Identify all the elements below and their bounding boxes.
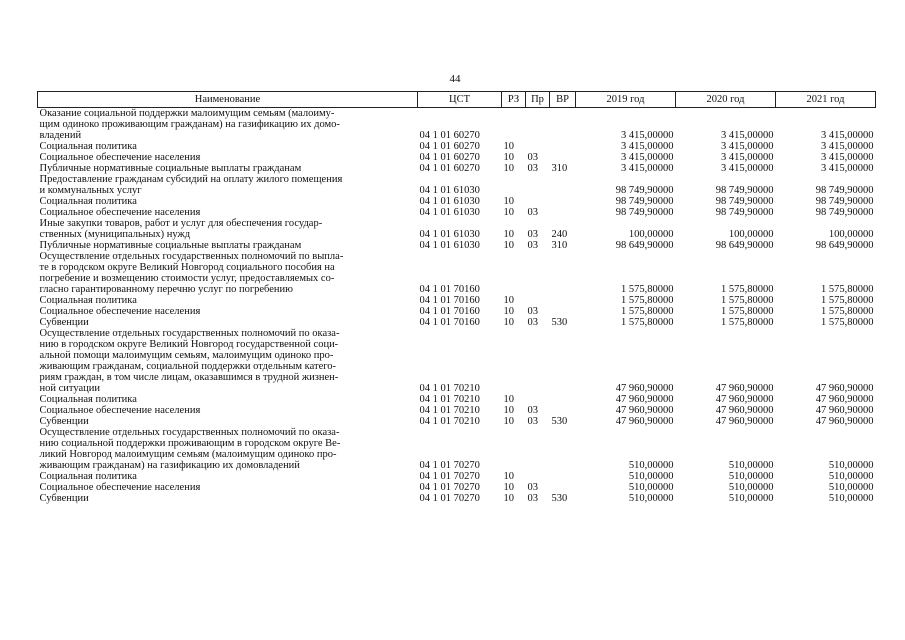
- row-name-line: альной помощи малоимущим семьям, малоимущим одиноко про-: [39, 350, 334, 361]
- table-row: [38, 163, 876, 174]
- row-rz: 10: [503, 207, 514, 218]
- table-row: [38, 405, 876, 416]
- row-pr: 03: [527, 416, 538, 427]
- row-cst: 04 1 01 61030: [419, 240, 480, 251]
- row-name: [38, 328, 418, 394]
- row-pr: [526, 394, 550, 405]
- table-row: [38, 108, 876, 142]
- row-pr: [526, 427, 550, 471]
- row-name-line: Осуществление отдельных государственных полномочий по оказа-: [39, 328, 340, 339]
- table-row: [38, 482, 876, 493]
- row-name: [38, 251, 418, 295]
- row-cst: 04 1 01 70160: [419, 295, 480, 306]
- row-vr: [550, 328, 576, 394]
- row-pr: [526, 295, 550, 306]
- row-name: [38, 218, 418, 240]
- row-name: [38, 405, 418, 416]
- row-cst: 04 1 01 70270: [419, 471, 480, 482]
- row-2021: 3 415,00000: [821, 141, 874, 152]
- row-rz: [502, 427, 526, 471]
- row-name-line: ственных (муниципальных) нужд: [39, 229, 191, 240]
- row-pr: 03: [527, 482, 538, 493]
- table-row: [38, 471, 876, 482]
- row-2019: 47 960,90000: [615, 416, 674, 427]
- row-vr: [550, 152, 576, 163]
- row-2020: 3 415,00000: [721, 130, 774, 141]
- row-pr: 03: [527, 405, 538, 416]
- row-vr: 530: [551, 317, 568, 328]
- col-header-2019: 2019 год: [576, 92, 676, 108]
- row-2020: 1 575,80000: [721, 284, 774, 295]
- row-rz: 10: [503, 295, 514, 306]
- row-name: [38, 174, 418, 196]
- col-header-rz: РЗ: [502, 92, 526, 108]
- row-cst: 04 1 01 61030: [419, 185, 480, 196]
- row-2021: 47 960,90000: [815, 394, 874, 405]
- table-header: [38, 92, 876, 108]
- row-name: [38, 152, 418, 163]
- row-name: [38, 493, 418, 504]
- row-2019: 510,00000: [628, 493, 674, 504]
- row-vr: [550, 427, 576, 471]
- row-2020: 98 749,90000: [715, 207, 774, 218]
- row-name: [38, 295, 418, 306]
- row-2021: 98 749,90000: [815, 196, 874, 207]
- row-2020: 98 749,90000: [715, 185, 774, 196]
- row-cst: 04 1 01 70270: [419, 460, 480, 471]
- row-name: [38, 108, 418, 142]
- row-name: [38, 482, 418, 493]
- row-2021: 100,00000: [828, 229, 874, 240]
- col-header-2021: 2021 год: [776, 92, 876, 108]
- row-cst: 04 1 01 70160: [419, 306, 480, 317]
- row-name-line: Социальная политика: [39, 141, 137, 152]
- table-row: [38, 251, 876, 295]
- row-cst: 04 1 01 70160: [419, 284, 480, 295]
- row-cst: 04 1 01 60270: [419, 163, 480, 174]
- row-name-line: те в городском округе Великий Новгород социального пособия на: [39, 262, 335, 273]
- row-2021: 98 649,90000: [815, 240, 874, 251]
- row-2021: 3 415,00000: [821, 130, 874, 141]
- row-2021: 1 575,80000: [821, 317, 874, 328]
- row-rz: 10: [503, 229, 514, 240]
- row-2019: 1 575,80000: [621, 284, 674, 295]
- row-pr: [526, 328, 550, 394]
- row-2019: 3 415,00000: [621, 152, 674, 163]
- row-name: [38, 416, 418, 427]
- table-row: [38, 306, 876, 317]
- row-rz: 10: [503, 416, 514, 427]
- row-name-line: гласно гарантированному перечню услуг по погребению: [39, 284, 293, 295]
- row-2019: 100,00000: [628, 229, 674, 240]
- row-vr: [550, 196, 576, 207]
- row-name-line: ликий Новгород малоимущим семьям (малоимущим одиноко про-: [39, 449, 337, 460]
- table-row: [38, 207, 876, 218]
- row-rz: 10: [503, 240, 514, 251]
- row-2021: 98 749,90000: [815, 207, 874, 218]
- table-row: [38, 427, 876, 471]
- row-name-line: Иные закупки товаров, работ и услуг для обеспечения государ-: [39, 218, 323, 229]
- row-2019: 1 575,80000: [621, 295, 674, 306]
- row-2019: 1 575,80000: [621, 306, 674, 317]
- budget-table: [37, 91, 876, 504]
- row-2021: 1 575,80000: [821, 306, 874, 317]
- row-2021: 47 960,90000: [815, 405, 874, 416]
- row-2019: 510,00000: [628, 460, 674, 471]
- row-2021: 510,00000: [828, 493, 874, 504]
- row-2020: 3 415,00000: [721, 141, 774, 152]
- row-rz: 10: [503, 141, 514, 152]
- row-2020: 1 575,80000: [721, 306, 774, 317]
- table-row: [38, 196, 876, 207]
- row-2020: 47 960,90000: [715, 416, 774, 427]
- row-name-line: Социальная политика: [39, 471, 137, 482]
- row-2020: 98 749,90000: [715, 196, 774, 207]
- row-name-line: Социальное обеспечение населения: [39, 306, 201, 317]
- row-name: [38, 427, 418, 471]
- row-name-line: Осуществление отдельных государственных полномочий по выпла-: [39, 251, 344, 262]
- row-cst: 04 1 01 70270: [419, 493, 480, 504]
- row-2020: 510,00000: [728, 460, 774, 471]
- row-vr: 530: [551, 493, 568, 504]
- row-pr: 03: [527, 493, 538, 504]
- row-rz: 10: [503, 163, 514, 174]
- row-vr: [550, 405, 576, 416]
- row-vr: [550, 306, 576, 317]
- row-name: [38, 471, 418, 482]
- row-2021: 510,00000: [828, 460, 874, 471]
- row-name: [38, 207, 418, 218]
- row-cst: 04 1 01 70270: [419, 482, 480, 493]
- row-vr: [550, 141, 576, 152]
- row-cst: 04 1 01 61030: [419, 229, 480, 240]
- row-pr: 03: [527, 306, 538, 317]
- row-pr: 03: [527, 152, 538, 163]
- row-name-line: Социальная политика: [39, 295, 137, 306]
- row-name-line: Предоставление гражданам субсидий на оплату жилого помещения: [39, 174, 343, 185]
- row-name-line: и коммунальных услуг: [39, 185, 142, 196]
- row-2020: 510,00000: [728, 493, 774, 504]
- row-name-line: погребение и возмещению стоимости услуг, предоставляемых со-: [39, 273, 335, 284]
- row-rz: 10: [503, 394, 514, 405]
- col-header-cst: ЦСТ: [418, 92, 502, 108]
- row-cst: 04 1 01 60270: [419, 152, 480, 163]
- row-name-line: Субвенции: [39, 416, 89, 427]
- row-2019: 1 575,80000: [621, 317, 674, 328]
- row-vr: [550, 394, 576, 405]
- row-2019: 98 749,90000: [615, 196, 674, 207]
- row-pr: [526, 251, 550, 295]
- row-2020: 3 415,00000: [721, 152, 774, 163]
- row-pr: [526, 471, 550, 482]
- table-row: [38, 240, 876, 251]
- row-vr: 310: [551, 163, 568, 174]
- table-row: [38, 152, 876, 163]
- row-vr: [550, 207, 576, 218]
- row-name-line: владений: [39, 130, 82, 141]
- row-rz: 10: [503, 196, 514, 207]
- row-name: [38, 141, 418, 152]
- col-header-2020: 2020 год: [676, 92, 776, 108]
- row-rz: [502, 174, 526, 196]
- row-name: [38, 240, 418, 251]
- row-name-line: Осуществление отдельных государственных полномочий по оказа-: [39, 427, 340, 438]
- row-pr: 03: [527, 229, 538, 240]
- row-2019: 47 960,90000: [615, 394, 674, 405]
- row-2021: 47 960,90000: [815, 383, 874, 394]
- row-vr: [550, 108, 576, 142]
- row-name-line: риям граждан, в том числе лицам, оказавшимся в трудной жизнен-: [39, 372, 339, 383]
- col-header-vr: ВР: [550, 92, 576, 108]
- row-2021: 3 415,00000: [821, 152, 874, 163]
- row-pr: [526, 196, 550, 207]
- table-row: [38, 416, 876, 427]
- table-row: [38, 174, 876, 196]
- row-2019: 3 415,00000: [621, 141, 674, 152]
- row-2021: 98 749,90000: [815, 185, 874, 196]
- row-rz: [502, 328, 526, 394]
- row-rz: [502, 108, 526, 142]
- row-name: [38, 196, 418, 207]
- row-2020: 47 960,90000: [715, 405, 774, 416]
- row-rz: 10: [503, 152, 514, 163]
- page-number: 44: [449, 73, 461, 85]
- row-2020: 1 575,80000: [721, 295, 774, 306]
- row-2020: 3 415,00000: [721, 163, 774, 174]
- row-name: [38, 306, 418, 317]
- row-cst: 04 1 01 70210: [419, 383, 480, 394]
- row-name-line: Публичные нормативные социальные выплаты гражданам: [39, 240, 302, 251]
- row-rz: 10: [503, 306, 514, 317]
- row-cst: 04 1 01 61030: [419, 207, 480, 218]
- col-header-name: Наименование: [38, 92, 418, 108]
- row-2020: 98 649,90000: [715, 240, 774, 251]
- row-rz: 10: [503, 471, 514, 482]
- row-name-line: Субвенции: [39, 493, 89, 504]
- row-cst: 04 1 01 70160: [419, 317, 480, 328]
- row-cst: 04 1 01 70210: [419, 405, 480, 416]
- row-name-line: Социальное обеспечение населения: [39, 482, 201, 493]
- row-vr: 240: [551, 229, 568, 240]
- row-rz: 10: [503, 482, 514, 493]
- row-2019: 3 415,00000: [621, 163, 674, 174]
- row-vr: 530: [551, 416, 568, 427]
- row-vr: 310: [551, 240, 568, 251]
- row-2019: 98 649,90000: [615, 240, 674, 251]
- table-row: [38, 141, 876, 152]
- row-2019: 47 960,90000: [615, 405, 674, 416]
- row-name-line: щим одиноко проживающим гражданам) на газификацию их домо-: [39, 119, 340, 130]
- row-cst: 04 1 01 70210: [419, 416, 480, 427]
- row-2019: 510,00000: [628, 471, 674, 482]
- table-body: [38, 108, 876, 505]
- row-name-line: нию социальной поддержки проживающим в городском округе Ве-: [39, 438, 341, 449]
- col-header-pr: Пр: [526, 92, 550, 108]
- row-2019: 47 960,90000: [615, 383, 674, 394]
- row-vr: [550, 251, 576, 295]
- row-cst: 04 1 01 60270: [419, 141, 480, 152]
- row-2020: 47 960,90000: [715, 394, 774, 405]
- row-vr: [550, 295, 576, 306]
- row-name: [38, 394, 418, 405]
- row-vr: [550, 174, 576, 196]
- row-name: [38, 317, 418, 328]
- row-vr: [550, 482, 576, 493]
- row-2021: 3 415,00000: [821, 163, 874, 174]
- row-name-line: живающим гражданам, социальной поддержки отдельным катего-: [39, 361, 337, 372]
- row-2020: 100,00000: [728, 229, 774, 240]
- row-rz: [502, 251, 526, 295]
- row-name-line: живающим гражданам) на газификацию их домовладений: [39, 460, 300, 471]
- row-2020: 510,00000: [728, 482, 774, 493]
- table-row: [38, 394, 876, 405]
- row-2021: 1 575,80000: [821, 284, 874, 295]
- row-rz: 10: [503, 405, 514, 416]
- row-2019: 510,00000: [628, 482, 674, 493]
- row-2020: 47 960,90000: [715, 383, 774, 394]
- row-pr: [526, 108, 550, 142]
- row-pr: [526, 174, 550, 196]
- row-cst: 04 1 01 60270: [419, 130, 480, 141]
- row-pr: 03: [527, 207, 538, 218]
- row-name-line: Оказание социальной поддержки малоимущим семьям (малоиму-: [39, 108, 335, 119]
- row-pr: [526, 141, 550, 152]
- row-pr: 03: [527, 163, 538, 174]
- row-name-line: Публичные нормативные социальные выплаты гражданам: [39, 163, 302, 174]
- table-row: [38, 493, 876, 504]
- row-name-line: Социальное обеспечение населения: [39, 207, 201, 218]
- table-row: [38, 317, 876, 328]
- row-name: [38, 163, 418, 174]
- row-2020: 1 575,80000: [721, 317, 774, 328]
- row-2021: 47 960,90000: [815, 416, 874, 427]
- table-row: [38, 295, 876, 306]
- row-pr: 03: [527, 240, 538, 251]
- row-rz: 10: [503, 317, 514, 328]
- row-name-line: Субвенции: [39, 317, 89, 328]
- row-rz: 10: [503, 493, 514, 504]
- row-2020: 510,00000: [728, 471, 774, 482]
- row-name-line: Социальная политика: [39, 196, 137, 207]
- row-vr: [550, 471, 576, 482]
- row-name-line: ной ситуации: [39, 383, 100, 394]
- row-cst: 04 1 01 61030: [419, 196, 480, 207]
- table-row: [38, 218, 876, 240]
- row-name-line: Социальная политика: [39, 394, 137, 405]
- row-name-line: Социальное обеспечение населения: [39, 405, 201, 416]
- row-2019: 3 415,00000: [621, 130, 674, 141]
- row-name-line: Социальное обеспечение населения: [39, 152, 201, 163]
- row-name-line: нию в городском округе Великий Новгород государственной соци-: [39, 339, 339, 350]
- row-2019: 98 749,90000: [615, 207, 674, 218]
- row-2021: 1 575,80000: [821, 295, 874, 306]
- row-2019: 98 749,90000: [615, 185, 674, 196]
- row-2021: 510,00000: [828, 482, 874, 493]
- row-2021: 510,00000: [828, 471, 874, 482]
- table-row: [38, 328, 876, 394]
- row-pr: 03: [527, 317, 538, 328]
- row-cst: 04 1 01 70210: [419, 394, 480, 405]
